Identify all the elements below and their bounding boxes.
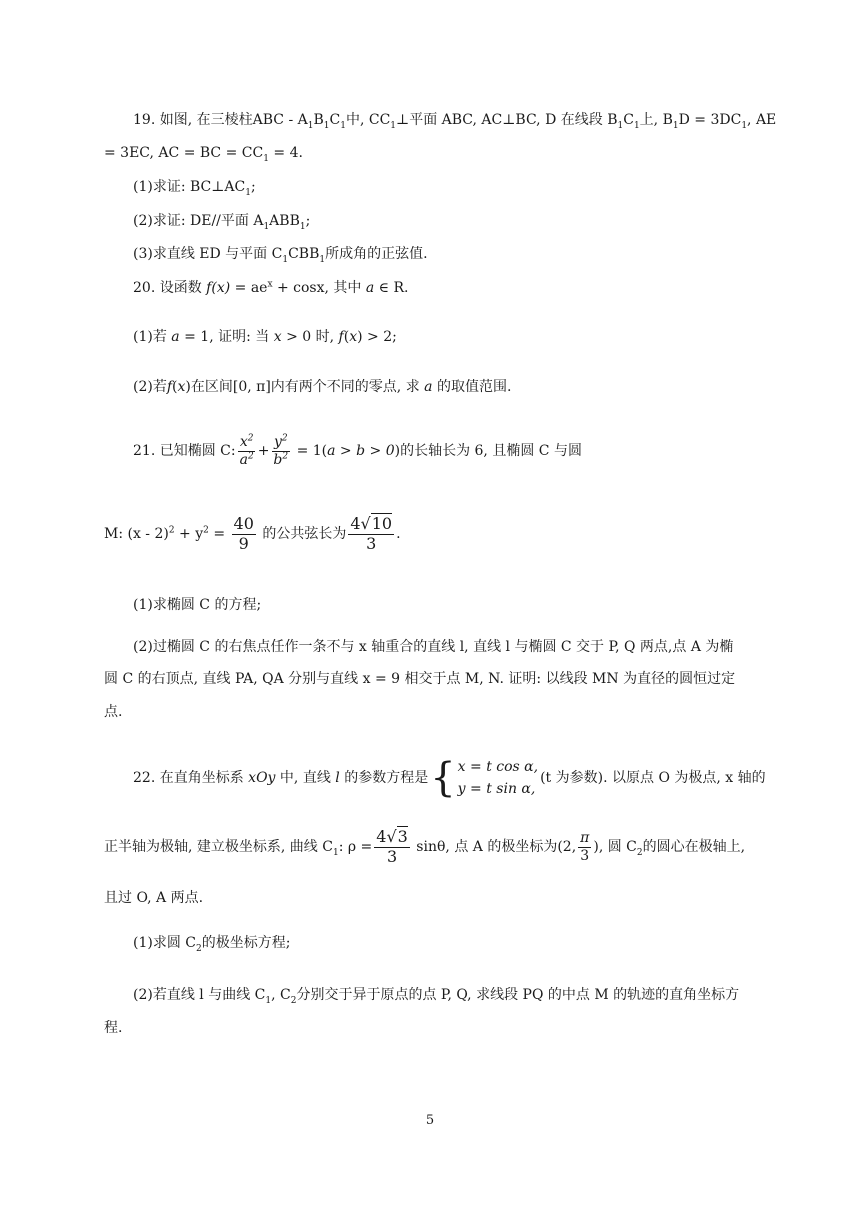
- q21-part2-l1: (2)过椭圆 C 的右焦点任作一条不与 x 轴重合的直线 l, 直线 l 与椭圆 C 交于 P, Q 两点,点 A 为椭: [133, 639, 734, 655]
- fraction-4sqrt10-3: $\frac{4√10}{3}$: [350, 514, 393, 553]
- q19-line2: = 3EC, AC = BC = $CC_1 = 4$.: [104, 145, 303, 164]
- q20-line1: 20. 设函数 $f(x) = ae^x + \cos x$, 其中 a ∈ R.: [133, 279, 409, 296]
- q22-part2-l1: (2)若直线 l 与曲线 $C_1$, $C_2$分别交于异于原点的点 P, Q, 求线段 PQ 的中点 M 的轨迹的直角坐标方: [133, 987, 740, 1006]
- q19-part2: (2)求证: DE//平面 $A_1ABB_1$;: [133, 213, 311, 232]
- parametric-system: { x = t cos α, y = t sin α,: [430, 755, 539, 801]
- q22-part2-l2: 程.: [104, 1020, 123, 1036]
- q20-part2: (2)若f(x)在区间[0, π]内有两个不同的零点, 求 a 的取值范围.: [133, 379, 512, 395]
- q22-line1: 22. 在直角坐标系 xOy 中, 直线 l 的参数方程是 { x = t cos α, y = t sin α, (t 为参数). 以原点 O 为极点, x 轴的: [133, 755, 766, 801]
- fraction-pi-3: $\frac{\pi}{3}$: [580, 830, 590, 864]
- q21-part2-l2: 圆 C 的右顶点, 直线 PA, QA 分别与直线 x = 9 相交于点 M, N. 证明: 以线段 MN 为直径的圆恒过定: [104, 671, 736, 687]
- fraction-40-9: $\frac{40}{9}$: [233, 514, 254, 553]
- q21-line2: M: $(x - 2)^2 + y^2$ = $\frac{40}{9}$ 的公共弦长为 $\frac{4√10}{3}$ .: [104, 514, 401, 553]
- q22-part1: (1)求圆 $C_2$的极坐标方程;: [133, 935, 291, 954]
- q20-part1: (1)若 a = 1, 证明: 当 x > 0 时, f(x) > 2;: [133, 329, 397, 345]
- q19-part3: (3)求直线 ED 与平面 $C_1CBB_1$所成角的正弦值.: [133, 246, 428, 265]
- q19-line1: 19. 如图, 在三棱柱ABC - $A_1B_1C_1$中, $CC_1\perp$平面 ABC, AC⊥BC, D 在线段 $B_1C_1$上, $B_1D = 3DC_1$, AE: [133, 112, 777, 131]
- q21-part2-l3: 点.: [104, 704, 123, 720]
- q19-part1: (1)求证: $BC\perp AC_1$;: [133, 179, 256, 198]
- fraction-x2-a2: $\frac{x^2}{a^2}$: [239, 433, 254, 468]
- q21-line1: 21. 已知椭圆 C: $\frac{x^2}{a^2}$ + $\frac{y^2}{b^2}$ = 1(a > b > 0)的长轴长为 6, 且椭圆 C 与圆: [133, 433, 582, 468]
- q22-line3: 且过 O, A 两点.: [104, 890, 204, 906]
- fraction-4sqrt3-3: $\frac{4√3}{3}$: [376, 827, 408, 866]
- fraction-y2-b2: $\frac{y^2}{b^2}$: [273, 433, 289, 468]
- page-number: 5: [425, 1113, 435, 1128]
- q21-part1: (1)求椭圆 C 的方程;: [133, 597, 262, 613]
- q22-line2: 正半轴为极轴, 建立极坐标系, 曲线 $C_1$: ρ = $\frac{4√3}{3}$ sinθ, 点 A 的极坐标为(2, $\frac{\pi}{3}$ ), 圆 $C_2$的圆心在极轴上,: [104, 827, 746, 866]
